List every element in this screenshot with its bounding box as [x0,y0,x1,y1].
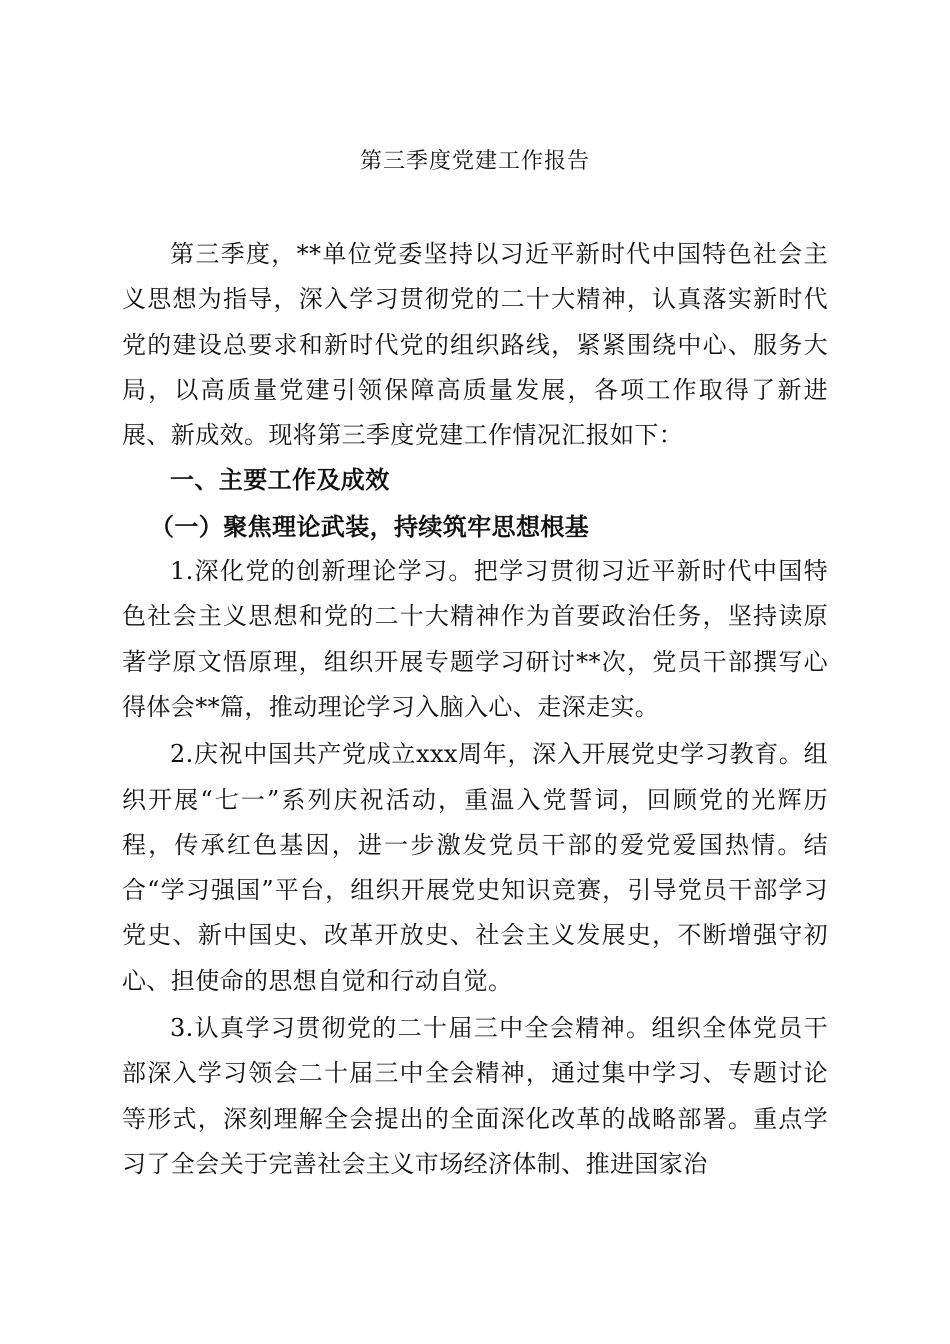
document-body [122,232,828,1187]
item-paragraph-1: 1.深化党的创新理论学习。把学习贯彻习近平新时代中国特色社会主义思想和党的二十大精神作为首要政治任务，坚持读原著学原文悟原理，组织开展专题学习研讨**次，党员干部撰写心得体会**篇，推动理论学习入脑入心、走深走实。 [122,557,828,721]
item-paragraph-2: 2.庆祝中国共产党成立xxx周年，深入开展党史学习教育。组织开展“七一”系列庆祝活动，重温入党誓词，回顾党的光辉历程，传承红色基因，进一步激发党员干部的爱党爱国热情。结合“学习强国”平台，组织开展党史知识竞赛，引导党员干部学习党史、新中国史、改革开放史、社会主义发展史，不断增强守初心、担使命的思想自觉和行动自觉。 [122,740,828,995]
intro-paragraph: 第三季度，**单位党委坚持以习近平新时代中国特色社会主义思想为指导，深入学习贯彻党的二十大精神，认真落实新时代党的建设总要求和新时代党的组织路线，紧紧围绕中心、服务大局，以高质量党建引领保障高质量发展，各项工作取得了新进展、新成效。现将第三季度党建工作情况汇报如下： [122,240,828,450]
document-title: 第三季度党建工作报告 [359,149,590,174]
section-heading: 一、主要工作及成效 [170,466,390,495]
item-paragraph-3: 3.认真学习贯彻党的二十届三中全会精神。组织全体党员干部深入学习领会二十届三中全会精神，通过集中学习、专题讨论等形式，深刻理解全会提出的全面深化改革的战略部署。重点学习了全会关于完善社会主义市场经济体制、推进国家治 [122,1014,828,1178]
subsection-heading: （一）聚焦理论武装，持续筑牢思想根基 [150,511,590,541]
